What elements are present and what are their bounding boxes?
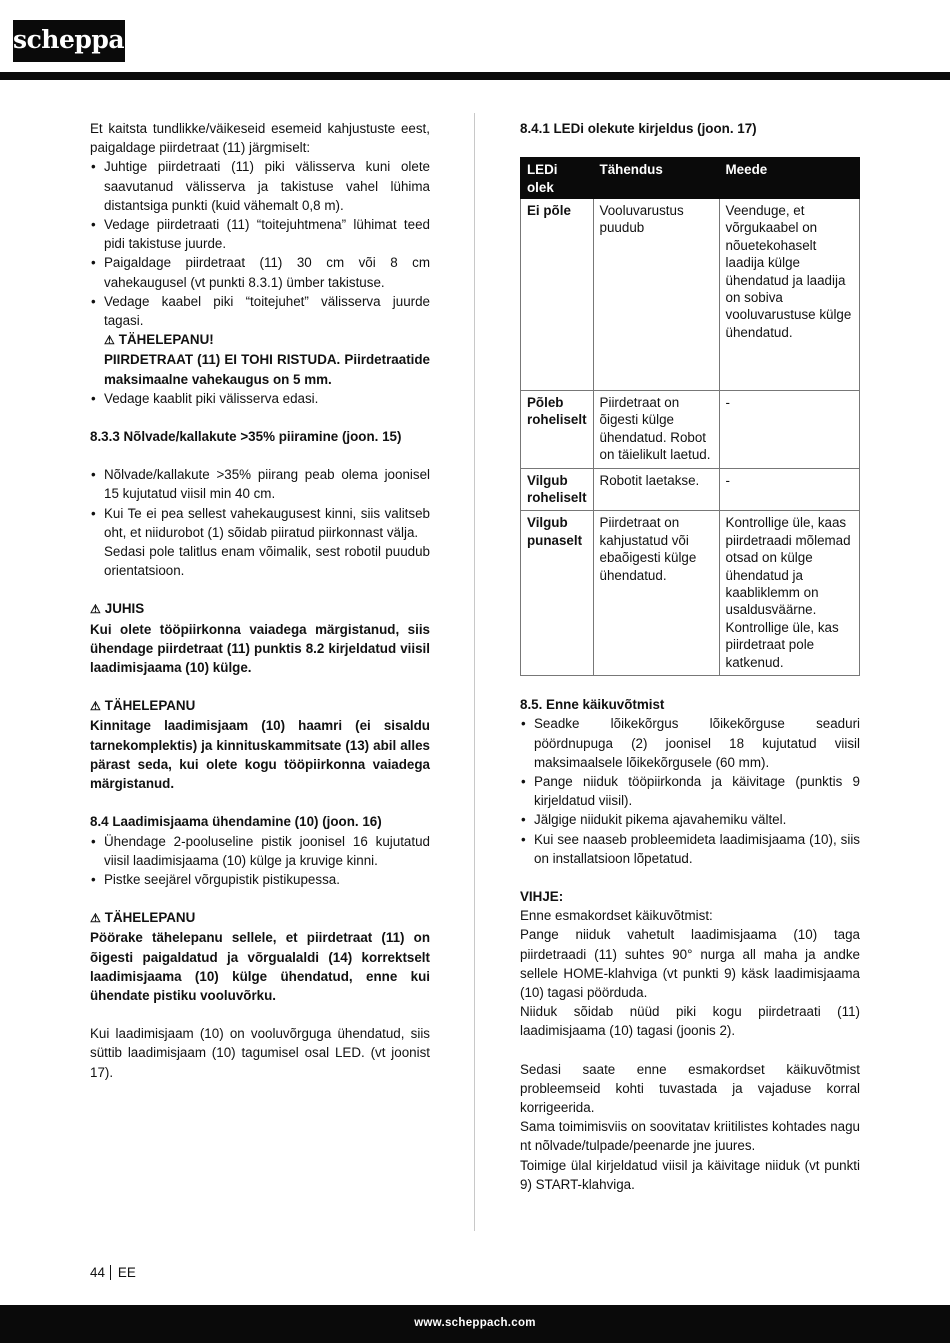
bullet-list-b bbox=[90, 389, 430, 408]
list-item: • Jälgige niidukit pikema ajavahemiku vältel. bbox=[520, 810, 860, 829]
table-header-cell: Tähendus bbox=[593, 158, 719, 199]
list-item: • Seadke lõikekõrgus lõikekõrguse seaduri pöördnupuga (2) joonisel 18 kujutatud viisil maksimaalsele lõikekõrgusele (60 mm). bbox=[520, 714, 860, 772]
left-column bbox=[90, 119, 430, 1082]
table-cell: Vilgub punaselt bbox=[521, 511, 594, 676]
warning-3-title-text: TÄHELEPANU bbox=[104, 910, 196, 926]
warning-triangle-icon: ⚠ bbox=[104, 333, 115, 348]
warning-2-text: Kinnitage laadimisjaam (10) haamri (ei sisaldu tarnekomplektis) ja kinnituskammitsate (13) abil alles pärast seda, kui olete kogu tööpiirkonna vaiadega märgistanud. bbox=[90, 718, 430, 792]
warning-1-title-text: TÄHELEPANU! bbox=[118, 332, 214, 348]
warning-2-title bbox=[90, 696, 430, 716]
table-header-row bbox=[521, 158, 860, 199]
warning-1-text: PIIRDETRAAT (11) EI TOHI RISTUDA. Piirdetraatide maksimaalne vahekaugus on 5 mm. bbox=[104, 352, 430, 387]
led-status-table bbox=[520, 157, 860, 676]
table-cell: Kontrollige üle, kaas piirdetraadi mõlemad otsad on külge ühendatud ja kaabliklemm on usaldusväärne. Kontrollige üle, kas piirdetraat pole katkenud. bbox=[719, 511, 859, 676]
list-item: • Paigaldage piirdetraat (11) 30 cm või 8 cm vahekaugusel (vt punkti 8.3.1) ümber takistuse. bbox=[90, 253, 430, 291]
section-heading-8-4: 8.4 Laadimisjaama ühendamine (10) (joon. 16) bbox=[90, 814, 382, 830]
hint-paragraph: Pange niiduk vahetult laadimisjaama (10) taga piirdetraadi (11) suhtes 90° nurga all maha ja andke sellele HOME-klahviga (vt punkti 9) käsk laadimisjaama (10) tagasi pöörduda. bbox=[520, 927, 860, 1000]
section-heading-8-3-3: 8.3.3 Nõlvade/kallakute >35% piiramine (joon. 15) bbox=[90, 429, 402, 445]
table-cell: Robotit laetakse. bbox=[593, 468, 719, 511]
list-item bbox=[90, 504, 430, 581]
page-footer bbox=[90, 1265, 136, 1280]
warning-triangle-icon: ⚠ bbox=[90, 602, 101, 617]
hint-paragraph: Sedasi saate enne esmakordset käikuvõtmist probleemseid kohti tuvastada ja vajaduse korral korrigeerida. bbox=[520, 1061, 860, 1115]
table-cell: Piirdetraat on õigesti külge ühendatud. Robot on täielikult laetud. bbox=[593, 391, 719, 469]
right-column bbox=[520, 119, 860, 1194]
table-cell: Vilgub roheliselt bbox=[521, 468, 594, 511]
table-cell: Veenduge, et võrgukaabel on nõuetekohaselt laadija külge ühendatud ja laadija on sobiva vooluvarustuse külge ühendatud. bbox=[719, 199, 859, 391]
list-item: • Vedage kaabel piki “toitejuhet” välisserva juurde tagasi. bbox=[90, 292, 430, 330]
header-rule bbox=[0, 72, 950, 80]
section-heading-8-4-1: 8.4.1 LEDi olekute kirjeldus (joon. 17) bbox=[520, 121, 757, 136]
column-divider bbox=[474, 113, 475, 1231]
hint-paragraph: Niiduk sõidab nüüd piki kogu piirdetraati (11) laadimisjaama (10) tagasi (joonis 2). bbox=[520, 1004, 860, 1039]
table-cell: Piirdetraat on kahjustatud või ebaõigesti külge ühendatud. bbox=[593, 511, 719, 676]
section-heading-8-5: 8.5. Enne käikuvõtmist bbox=[520, 697, 665, 713]
list-item: • Pistke seejärel võrgupistik pistikupessa. bbox=[90, 870, 430, 889]
bullet-list-c bbox=[90, 465, 430, 580]
warning-3-text: Pöörake tähelepanu sellele, et piirdetraat (11) on õigesti paigaldatud ja võrgualaldi (14) korrektselt laadimisjaama (10) külge ühendatud, enne kui ühendate pistiku vooluvõrku. bbox=[90, 930, 430, 1003]
list-item: • Nõlvade/kallakute >35% piirang peab olema joonisel 15 kujutatud viisil min 40 cm. bbox=[90, 465, 430, 503]
warning-1-title bbox=[90, 330, 430, 350]
warning-2-title-text: TÄHELEPANU bbox=[104, 698, 196, 714]
list-item-continuation: Sedasi pole talitlus enam võimalik, sest robotil puudub orientatsioon. bbox=[104, 544, 430, 579]
table-header-cell: Meede bbox=[719, 158, 859, 199]
table-header-cell: LEDi olek bbox=[521, 158, 594, 199]
warning-triangle-icon: ⚠ bbox=[90, 699, 101, 714]
table-cell: Ei põle bbox=[521, 199, 594, 391]
scheppach-logo: scheppach bbox=[13, 20, 125, 62]
table-row bbox=[521, 511, 860, 676]
table-row bbox=[521, 199, 860, 391]
hint-title: VIHJE: bbox=[520, 888, 564, 904]
table-cell: Põleb roheliselt bbox=[521, 391, 594, 469]
list-item: • Vedage piirdetraati (11) “toitejuhtmena” lühimat teed pidi takistuse juurde. bbox=[90, 215, 430, 253]
warning-triangle-icon: ⚠ bbox=[90, 911, 101, 926]
list-item: • Juhtige piirdetraati (11) piki välisserva kuni olete saavutanud välisserva ja takistuse vahel lühima distantsiga punkti (kuid vähemalt 0,8 m). bbox=[90, 157, 430, 215]
table-cell: Vooluvarustus puudub bbox=[593, 199, 719, 391]
note-text: Kui olete tööpiirkonna vaiadega märgistanud, siis ühendage piirdetraat (11) punktis 8.2 kirjeldatud viisil laadimisjaama (10) külge. bbox=[90, 621, 430, 676]
table-cell: - bbox=[719, 468, 859, 511]
bullet-list-a bbox=[90, 157, 430, 330]
note-title-text: JUHIS bbox=[104, 601, 145, 617]
language-code: EE bbox=[117, 1265, 136, 1280]
list-item: • Pange niiduk tööpiirkonda ja käivitage (punktis 9 kirjeldatud viisil). bbox=[520, 772, 860, 810]
table-row bbox=[521, 391, 860, 469]
hint-paragraph: Enne esmakordset käikuvõtmist: bbox=[520, 908, 713, 924]
warning-3-title bbox=[90, 908, 430, 928]
list-item: • Kui see naaseb probleemideta laadimisjaama (10), siis on installatsioon lõpetatud. bbox=[520, 830, 860, 868]
page-number: 44 bbox=[90, 1265, 111, 1280]
closing-paragraph: Kui laadimisjaam (10) on vooluvõrguga ühendatud, siis süttib laadimisjaam (10) tagumisel osal LED. (vt joonist 17). bbox=[90, 1026, 430, 1080]
hint-paragraph: Toimige ülal kirjeldatud viisil ja käivitage niiduk (vt punkti 9) START-klahviga. bbox=[520, 1157, 860, 1192]
table-cell: - bbox=[719, 391, 859, 469]
list-item-text: Kui Te ei pea sellest vahekaugusest kinni, siis valitseb oht, et niidurobot (1) sõidab piiratud piirkonnast välja. bbox=[104, 505, 430, 540]
table-row bbox=[521, 468, 860, 511]
note-title bbox=[90, 599, 430, 619]
list-item: • Ühendage 2-pooluseline pistik joonisel 16 kujutatud viisil laadimisjaama (10) külge ja kruvige kinni. bbox=[90, 832, 430, 870]
bullet-list-e bbox=[520, 714, 860, 868]
intro-paragraph: Et kaitsta tundlikke/väikeseid esemeid kahjustuste eest, paigaldage piirdetraat (11) järgmiselt: bbox=[90, 121, 430, 156]
footer-url: www.scheppach.com bbox=[0, 1305, 950, 1343]
hint-paragraph: Sama toimimisviis on soovitatav kriitilistes kohtades nagu nt nõlvade/tulpade/peenarde jne juures. bbox=[520, 1119, 860, 1154]
list-item: • Vedage kaablit piki välisserva edasi. bbox=[90, 389, 430, 408]
bullet-list-d bbox=[90, 832, 430, 890]
